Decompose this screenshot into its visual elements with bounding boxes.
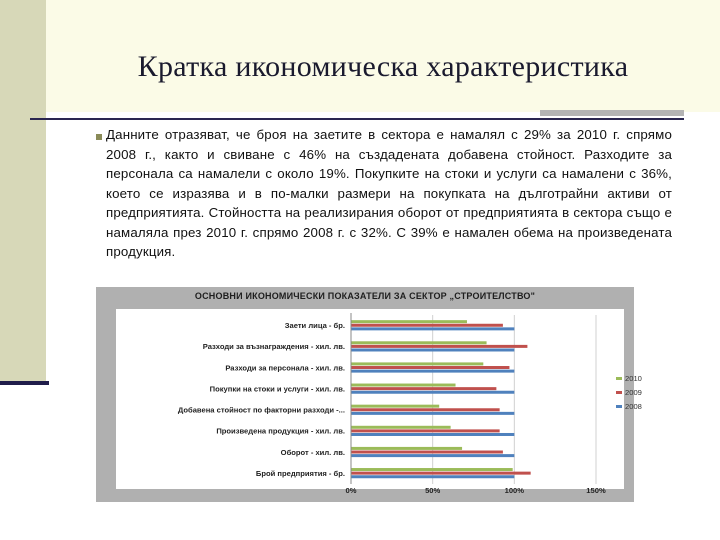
bar-2010 [351,447,462,450]
category-label: Добавена стойност по факторни разходи -... [177,405,345,415]
slide-title: Кратка икономическа характеристика [137,50,629,83]
bar-2009 [351,408,500,411]
category-label: Покупки на стоки и услуги - хил. лв. [209,384,345,394]
side-stripe [0,381,49,385]
legend-swatch-2010 [616,377,622,380]
category-label: Произведена продукция - хил. лв. [216,426,345,436]
bar-2009 [351,324,503,327]
side-band [0,0,46,383]
bar-2008 [351,391,514,394]
chart-title: ОСНОВНИ ИКОНОМИЧЕСКИ ПОКАЗАТЕЛИ ЗА СЕКТОР „СТРОИТЕЛСТВО" [194,291,536,301]
legend-label-2008: 2008 [625,402,642,411]
bar-2009 [351,345,527,348]
bar-2010 [351,320,467,323]
category-label: Оборот - хил. лв. [280,447,345,457]
bar-2009 [351,387,496,390]
bar-2008 [351,454,514,457]
bar-chart [96,287,642,502]
bar-2009 [351,429,500,432]
title-rule [30,118,684,120]
category-label: Заети лица - бр. [284,321,345,331]
bar-2010 [351,468,513,471]
legend-label-2009: 2009 [625,388,642,397]
category-label: Разходи за персонала - хил. лв. [225,363,345,373]
category-label: Брой предприятия - бр. [255,468,345,478]
legend-label-2010: 2010 [625,374,642,383]
bar-2010 [351,384,456,387]
bullet-marker [96,134,102,140]
title-rule-accent [540,110,684,116]
bar-2010 [351,362,483,365]
category-label: Разходи за възнаграждения - хил. лв. [202,342,345,352]
x-tick-label: 50% [425,486,441,495]
x-tick-label: 150% [586,486,606,495]
bar-2010 [351,426,451,429]
bar-2008 [351,412,514,415]
legend-swatch-2008 [616,405,622,408]
x-tick-label: 100% [504,486,525,495]
bar-2008 [351,327,514,330]
bar-2008 [351,370,514,373]
bar-2010 [351,405,439,408]
body-paragraph: Данните отразяват, че броя на заетите в сектора е намалял с 29% за 2010 г. спрямо 2008 г., както и свиване с 46% на създадената добавена стойност. Разходите за персонала са намалели с около 19%. Покупките на стоки и услуги са намалени с 36%, което се изразява и в по-малки размери на покупката на дълготрайни активи от предприятията. Стойността на реализирания оборот от предприятията в сектора също е намаляла през 2010 г. спрямо 2008 г. с 32%. С 39% е намален обема на произведената продукция. [106,127,672,259]
bar-2008 [351,348,514,351]
bar-2008 [351,475,514,478]
x-tick-label: 0% [345,486,357,495]
bar-2010 [351,341,487,344]
legend-swatch-2009 [616,391,622,394]
bar-2009 [351,472,531,475]
bar-2008 [351,433,514,436]
bar-2009 [351,451,503,454]
plot-panel [116,309,624,489]
bar-2009 [351,366,509,369]
